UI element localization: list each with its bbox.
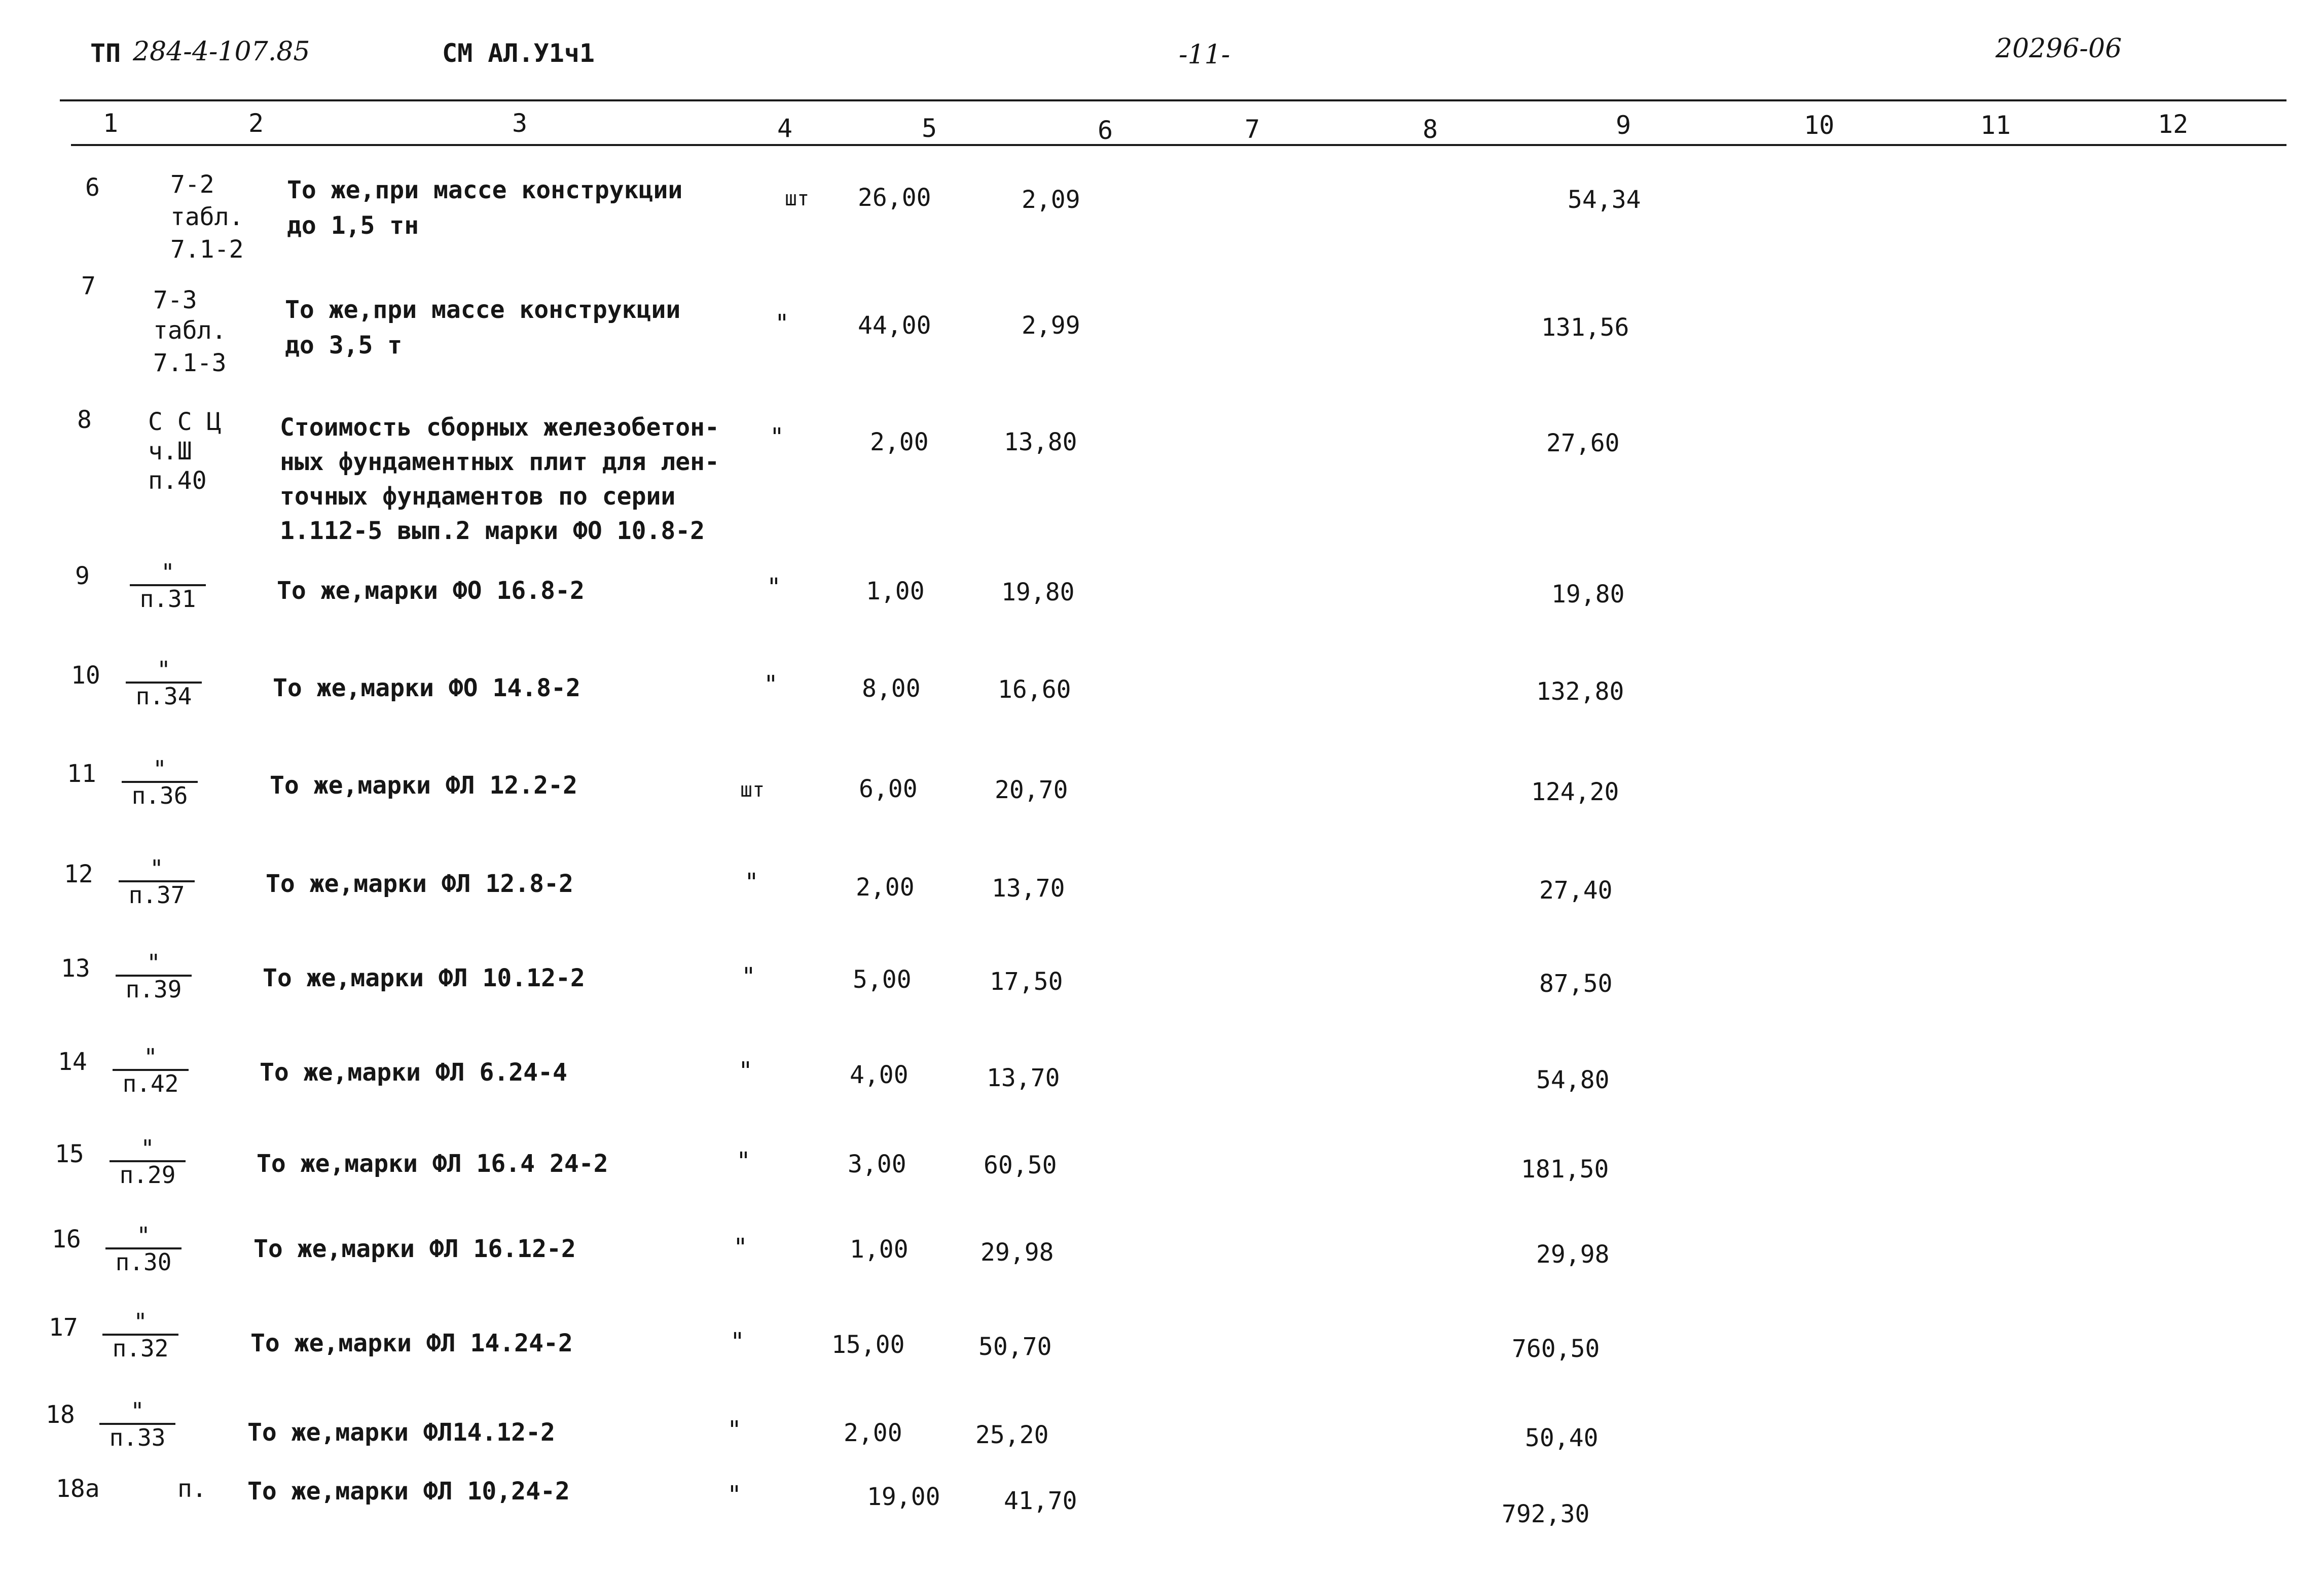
item-description: То же,марки ФЛ 6.24-4: [260, 1058, 567, 1087]
quantity: 1,00: [850, 1235, 909, 1264]
unit-price: 25,20: [975, 1421, 1049, 1449]
ditto-reference: [119, 855, 195, 909]
ssc-item-ref: п.39: [125, 976, 182, 1003]
total-cost: 54,80: [1536, 1066, 1610, 1094]
total-cost: 54,34: [1568, 186, 1641, 214]
quantity: 5,00: [853, 965, 912, 994]
item-description: То же,марки ФО 14.8-2: [273, 674, 580, 702]
total-cost: 131,56: [1541, 313, 1629, 342]
column-number: 2: [248, 109, 264, 138]
unit: шт: [785, 187, 810, 210]
unit-price: 16,60: [998, 675, 1071, 704]
ditto-mark: ": [730, 1328, 745, 1356]
total-cost: 181,50: [1521, 1155, 1609, 1184]
ditto-mark: ": [738, 1057, 753, 1085]
row-number: 10: [71, 661, 100, 690]
total-cost: 87,50: [1539, 970, 1613, 998]
item-description: То же,марки ФЛ 10.12-2: [263, 964, 585, 992]
unit-price: 60,50: [984, 1151, 1057, 1179]
column-number: 10: [1804, 111, 1835, 140]
doc-prefix: ТП: [90, 39, 121, 68]
quantity: 3,00: [848, 1150, 906, 1178]
unit-price: 29,98: [981, 1238, 1054, 1267]
item-description: до 3,5 т: [285, 331, 403, 360]
ssc-code: 7.1-3: [153, 349, 227, 377]
item-description: Стоимость сборных железобетон-: [280, 413, 719, 442]
ssc-item-ref: п.37: [128, 881, 185, 909]
quantity: 4,00: [850, 1061, 909, 1089]
ditto-mark: ": [105, 1227, 181, 1249]
row-number: 18а: [56, 1475, 100, 1503]
unit-price: 17,50: [990, 968, 1063, 996]
total-cost: 124,20: [1531, 778, 1619, 806]
ssc-item-ref: п.34: [135, 683, 192, 710]
item-description: То же,марки ФЛ 12.8-2: [266, 870, 573, 898]
ditto-mark: ": [113, 1049, 189, 1071]
row-number: 15: [55, 1140, 84, 1168]
unit: шт: [740, 778, 765, 802]
column-number: 6: [1098, 116, 1113, 145]
unit-price: 13,80: [1004, 428, 1077, 456]
ditto-mark: ": [733, 1233, 748, 1262]
ditto-mark: ": [122, 761, 198, 783]
total-cost: 27,60: [1546, 429, 1620, 457]
ditto-reference: [99, 1398, 175, 1451]
unit-price: 13,70: [987, 1064, 1060, 1092]
item-description: То же,марки ФЛ 12.2-2: [270, 771, 577, 800]
row-number: 13: [61, 954, 90, 983]
quantity: 2,00: [856, 873, 915, 902]
sheet-code: 20296-06: [1995, 33, 2122, 64]
ditto-mark: ": [775, 309, 789, 338]
item-description: То же,марки ФЛ14.12-2: [247, 1418, 555, 1447]
ditto-mark: ": [99, 1403, 175, 1425]
item-description: То же,марки ФО 16.8-2: [277, 577, 585, 605]
quantity: 2,00: [870, 428, 929, 456]
total-cost: 27,40: [1539, 876, 1613, 905]
ssc-code: С С Ц: [148, 408, 222, 436]
ditto-reference: [126, 656, 202, 710]
ditto-reference: [105, 1222, 181, 1276]
ssc-item-ref: п.31: [139, 585, 196, 613]
quantity: 8,00: [862, 674, 921, 703]
ssc-item-ref: п.29: [119, 1161, 176, 1189]
ssc-code: 7-3: [153, 286, 197, 314]
row-number: 18: [46, 1401, 75, 1429]
ditto-mark: ": [130, 564, 206, 586]
row-number: 7: [81, 272, 96, 300]
item-description: То же,марки ФЛ 14.24-2: [250, 1329, 573, 1357]
column-number: 1: [103, 109, 119, 138]
item-description: То же,марки ФЛ 10,24-2: [247, 1477, 570, 1506]
ssc-code: табл.: [170, 203, 244, 231]
column-number: 9: [1616, 111, 1631, 140]
section-code: СМ АЛ.У1ч1: [442, 39, 595, 68]
ditto-reference: [110, 1135, 186, 1189]
column-number: 11: [1980, 111, 2011, 140]
item-description: То же,при массе конструкции: [285, 296, 681, 324]
ssc-item-ref: п.30: [115, 1248, 172, 1276]
row-number: 11: [67, 760, 96, 788]
ssc-code: табл.: [153, 316, 227, 345]
unit-price: 50,70: [978, 1333, 1052, 1361]
row-number: 6: [85, 173, 100, 202]
ditto-mark: ": [727, 1481, 742, 1509]
unit-price: 2,09: [1022, 186, 1080, 214]
ditto-mark: ": [110, 1140, 186, 1162]
row-number: 14: [58, 1048, 87, 1076]
ditto-mark: ": [126, 661, 202, 684]
column-number: 8: [1423, 115, 1438, 144]
ditto-mark: ": [764, 670, 778, 699]
ditto-mark: ": [741, 962, 756, 991]
ditto-mark: ": [727, 1416, 742, 1444]
ditto-reference: [113, 1044, 189, 1097]
item-description: То же,марки ФЛ 16.12-2: [253, 1235, 576, 1263]
ssc-code: 7.1-2: [170, 235, 244, 264]
ditto-mark: ": [736, 1147, 751, 1175]
unit-price: 2,99: [1022, 311, 1080, 340]
quantity: 2,00: [844, 1419, 902, 1447]
ssc-item-ref: п.33: [109, 1424, 166, 1451]
item-description: 1.112-5 вып.2 марки ФО 10.8-2: [280, 517, 705, 545]
total-cost: 760,50: [1512, 1335, 1600, 1363]
ssc-code: п.40: [148, 467, 207, 495]
ditto-mark: ": [116, 954, 192, 977]
item-description: до 1,5 тн: [287, 211, 419, 240]
total-cost: 19,80: [1551, 580, 1625, 608]
quantity: 15,00: [831, 1331, 905, 1359]
item-description: ных фундаментных плит для лен-: [280, 448, 719, 476]
ssc-code: ч.Ш: [148, 437, 192, 466]
unit-price: 20,70: [995, 776, 1068, 804]
item-description: То же,марки ФЛ 16.4 24-2: [257, 1150, 608, 1178]
item-description: точных фундаментов по серии: [280, 482, 676, 511]
row-number: 16: [52, 1225, 81, 1254]
total-cost: 29,98: [1536, 1240, 1610, 1269]
ditto-reference: [130, 559, 206, 613]
total-cost: 50,40: [1525, 1424, 1599, 1452]
ssc-code: 7-2: [170, 170, 214, 199]
item-description: То же,при массе конструкции: [287, 176, 683, 204]
unit-price: 41,70: [1004, 1487, 1077, 1515]
quantity: 26,00: [858, 184, 931, 212]
column-number: 7: [1245, 115, 1260, 144]
ssc-code: п.: [177, 1475, 207, 1503]
ditto-mark: ": [119, 860, 195, 882]
column-number: 4: [777, 114, 793, 143]
ditto-reference: [122, 756, 198, 809]
page-number: -11-: [1179, 40, 1230, 70]
ditto-mark: ": [102, 1313, 178, 1336]
header-rule-top: [60, 99, 2286, 101]
row-number: 9: [75, 562, 90, 590]
ditto-mark: ": [770, 423, 784, 451]
quantity: 19,00: [867, 1483, 940, 1511]
quantity: 44,00: [858, 311, 931, 340]
quantity: 6,00: [859, 775, 918, 803]
header-rule-bottom: [71, 144, 2286, 146]
ditto-mark: ": [767, 573, 781, 601]
unit-price: 19,80: [1001, 578, 1075, 606]
column-number: 5: [922, 114, 937, 143]
quantity: 1,00: [866, 577, 925, 605]
ssc-item-ref: п.36: [131, 782, 188, 809]
ditto-reference: [102, 1308, 178, 1362]
column-number: 12: [2158, 110, 2189, 139]
ditto-mark: ": [744, 868, 759, 897]
ditto-reference: [116, 949, 192, 1003]
unit-price: 13,70: [992, 874, 1065, 903]
row-number: 17: [49, 1313, 78, 1342]
ssc-item-ref: п.32: [112, 1335, 169, 1362]
total-cost: 132,80: [1536, 677, 1624, 706]
column-number: 3: [512, 109, 528, 138]
doc-code: 284-4-107.85: [133, 37, 310, 67]
total-cost: 792,30: [1502, 1500, 1590, 1528]
row-number: 12: [64, 860, 93, 888]
ssc-item-ref: п.42: [122, 1070, 179, 1097]
row-number: 8: [77, 406, 92, 434]
